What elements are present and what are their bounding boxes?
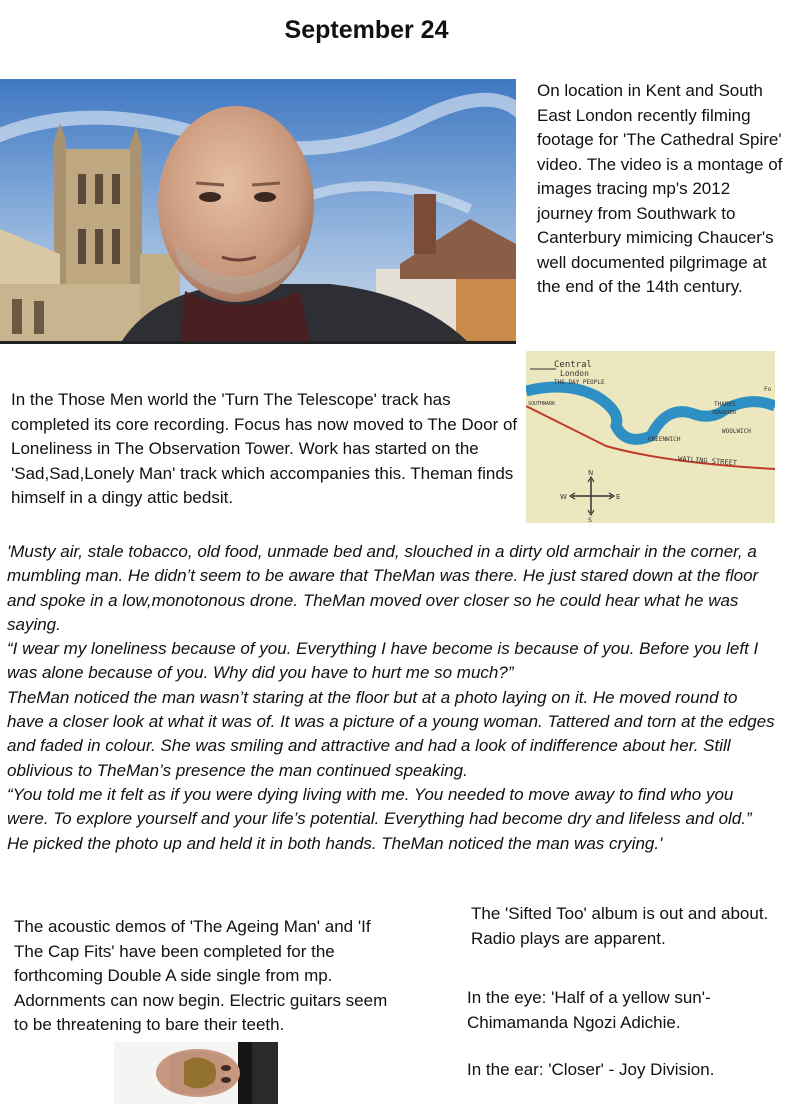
compass-n: N <box>588 469 594 477</box>
demos-paragraph: The acoustic demos of 'The Ageing Man' and 'If The Cap Fits' have been completed for the forthcoming Double A side single from mp. Adornments can now begin. Electric guitars seem to be threatening to bare their teeth. <box>14 917 388 1034</box>
in-the-eye: In the eye: 'Half of a yellow sun'- Chimamanda Ngozi Adichie. <box>467 988 711 1032</box>
album-paragraph: The 'Sifted Too' album is out and about. Radio plays are apparent. <box>471 904 769 948</box>
story-paragraph: 'Musty air, stale tobacco, old food, unmade bed and, slouched in a dirty old armchair in the corner, a mumbling man. He didn’t seem to be aware that TheMan was there. He just stared down at the floor and spoke in a low,monotonous drone. TheMan moved over closer so he could hear what he was saying. <box>7 542 759 634</box>
map-label-greenwich: GREENWICH <box>648 436 681 443</box>
intro-paragraph: On location in Kent and South East London recently filming footage for 'The Cathedral Spire' video. The video is a montage of images tracing mp's 2012 journey from Southwark to Canterbury mimicing Chaucer's well documented pilgrimage at the end of the 14th century. <box>537 81 783 296</box>
compass-w: W <box>560 493 567 501</box>
map-label-watling-street: WATLING STREET <box>677 455 738 468</box>
hand-drawn-route-map <box>526 351 775 523</box>
map-label-fo: Fo <box>764 386 772 393</box>
page-title: September 24 <box>284 16 449 44</box>
map-label-day-people: THE DAY PEOPLE <box>554 379 605 386</box>
compass-e: E <box>616 493 621 501</box>
map-label-central: Central <box>554 360 592 370</box>
in-the-ear: In the ear: 'Closer' - Joy Division. <box>467 1060 715 1079</box>
map-label-thames: THAMES <box>714 401 736 408</box>
map-label-southwark: SOUTHWARK <box>528 401 556 407</box>
map-label-xbarrier: XBARRIER <box>712 410 737 416</box>
compass-s: S <box>588 517 592 523</box>
story-paragraph: “I wear my loneliness because of you. Everything I have become is because of you. Before you left I was alone because of you. Why did you have to hurt me so much?” <box>7 639 759 683</box>
rotated-portrait-photo <box>114 1042 278 1104</box>
map-label-london: London <box>560 369 589 378</box>
those-men-paragraph: In the Those Men world the 'Turn The Telescope' track has completed its core recording. Focus has now moved to The Door of Loneliness in The Observation Tower. Work has started on the 'Sad,Sad,Lonely Man' track which accompanies this. Theman finds himself in a dingy attic bedsit. <box>11 390 518 507</box>
story-paragraph: He picked the photo up and held it in both hands. TheMan noticed the man was crying.' <box>7 833 663 853</box>
story-paragraph: TheMan noticed the man wasn’t staring at the floor but at a photo laying on it. He moved round to have a closer look at what it was of. It was a picture of a young woman. Tattered and torn at the edges and faded in colour. She was smiling and attractive and had a look of indifference about her. Still oblivious to TheMan’s presence the man continued speaking. <box>7 687 775 780</box>
canterbury-selfie-photo <box>0 79 516 344</box>
story-paragraph: “You told me it felt as if you were dying living with me. You needed to move away to find who you were. To explore yourself and your life’s potential. Everything had become dry and lifeless and old.” <box>7 784 752 829</box>
story-excerpt <box>7 540 779 856</box>
map-label-woolwich: WOOLWICH <box>722 428 751 435</box>
